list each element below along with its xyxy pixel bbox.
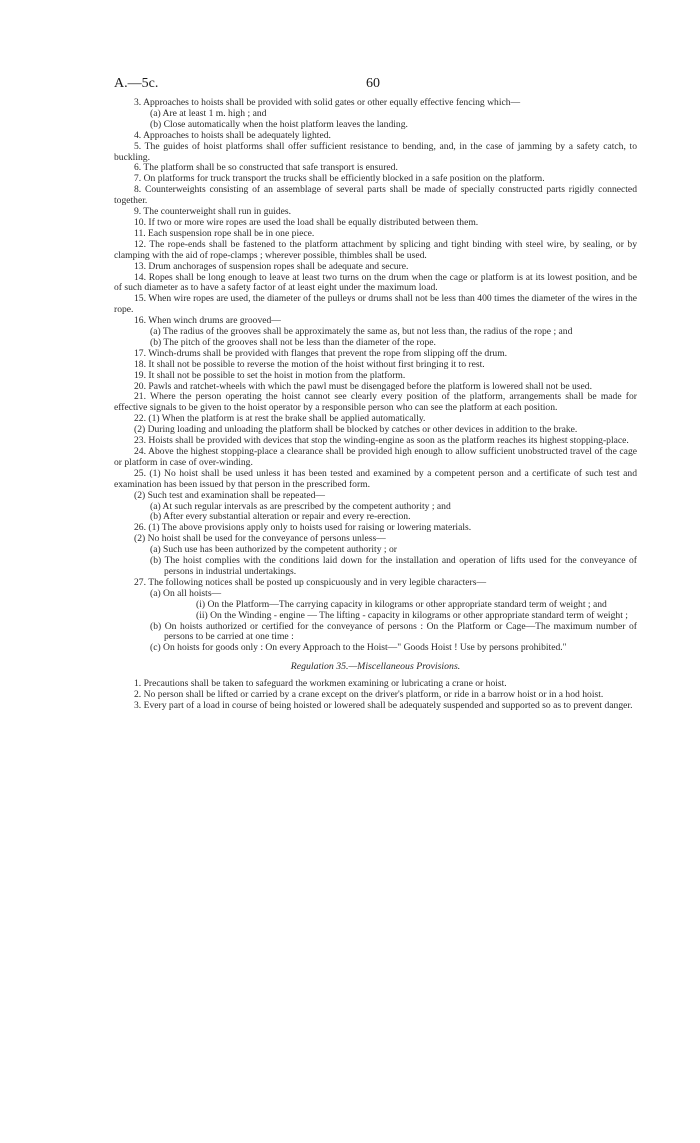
subparagraph: (a) Are at least 1 m. high ; and	[150, 107, 267, 119]
paragraph: 13. Drum anchorages of suspension ropes shall be adequate and secure.	[134, 260, 409, 272]
subparagraph: (b) After every substantial alteration or repair and every re-erection.	[150, 511, 411, 523]
paragraph: 16. When winch drums are grooved—	[134, 315, 281, 327]
subparagraph: (a) Such use has been authorized by the competent authority ; or	[150, 544, 397, 556]
page-header	[114, 76, 637, 98]
subparagraph: (b) On hoists authorized or certified for the conveyance of persons : On the Platform or Cage—The maximum number of persons to be carried at one time :	[150, 620, 637, 643]
paragraph: 25. (1) No hoist shall be used unless it has been tested and examined by a competent person and a certificate of such test and examination has been issued by that person in the prescribed form.	[114, 467, 637, 490]
subparagraph: (a) The radius of the grooves shall be approximately the same as, but not less than, the radius of the rope ; and	[150, 326, 573, 338]
paragraph: 6. The platform shall be so constructed that safe transport is ensured.	[134, 162, 398, 174]
paragraph: (2) Such test and examination shall be repeated—	[134, 489, 326, 501]
subparagraph: (b) The pitch of the grooves shall not be less than the diameter of the rope.	[150, 336, 436, 348]
paragraph: 14. Ropes shall be long enough to leave at least two turns on the drum when the cage or platform is at its lowest position, and be of such diameter as to have a safety factor of at least eight under the maximum load.	[114, 271, 637, 294]
page-number: 60	[366, 76, 380, 91]
paragraph: (2) During loading and unloading the platform shall be blocked by catches or other devices in addition to the brake.	[134, 424, 578, 436]
paragraph: 8. Counterweights consisting of an assemblage of several parts shall be made of specially constructed parts rigidly connected together.	[114, 184, 637, 207]
paragraph: 12. The rope-ends shall be fastened to the platform attachment by splicing and tight binding with steel wire, by sealing, or by clamping with the aid of rope-clamps ; wherever possible, thimbles shall be used.	[114, 238, 637, 261]
paragraph: 19. It shall not be possible to set the hoist in motion from the platform.	[134, 369, 406, 381]
document-reference: A.—5c.	[114, 76, 159, 91]
document-page	[114, 76, 637, 712]
paragraph: 9. The counterweight shall run in guides.	[134, 206, 292, 218]
paragraph: (2) No hoist shall be used for the conveyance of persons unless—	[134, 533, 386, 545]
subparagraph: (b) The hoist complies with the conditions laid down for the installation and operation of lifts used for the conveyance of persons in industrial undertakings.	[150, 555, 637, 577]
subparagraph: (c) On hoists for goods only : On every Approach to the Hoist—" Goods Hoist ! Use by persons prohibited."	[150, 642, 567, 654]
paragraph: 1. Precautions shall be taken to safeguard the workmen examining or lubricating a crane or hoist.	[134, 678, 507, 690]
sub-subparagraph: (i) On the Platform—The carrying capacity in kilograms or other appropriate standard term of weight ; and	[196, 598, 607, 610]
paragraph: 26. (1) The above provisions apply only to hoists used for raising or lowering materials.	[134, 522, 472, 534]
paragraph: 24. Above the highest stopping-place a clearance shall be provided high enough to allow sufficient unobstructed travel of the cage or platform in case of over-winding.	[114, 446, 637, 468]
section-heading: Regulation 35.—Miscellaneous Provisions.	[290, 661, 461, 673]
sub-subparagraph: (ii) On the Winding - engine — The lifting - capacity in kilograms or other appropriate standard term of weight ;	[196, 609, 628, 621]
paragraph: 17. Winch-drums shall be provided with flanges that prevent the rope from slipping off the drum.	[134, 347, 508, 359]
paragraph: 2. No person shall be lifted or carried by a crane except on the driver's platform, or ride in a barrow hoist or in a hod hoist.	[134, 689, 604, 701]
paragraph: 4. Approaches to hoists shall be adequately lighted.	[134, 129, 331, 141]
paragraph: 15. When wire ropes are used, the diameter of the pulleys or drums shall not be less than 400 times the diameter of the wires in the rope.	[114, 293, 637, 316]
subparagraph: (a) On all hoists—	[150, 587, 222, 599]
paragraph: 23. Hoists shall be provided with devices that stop the winding-engine as soon as the platform reaches its highest stopping-place.	[134, 435, 629, 447]
document-body	[114, 98, 637, 712]
subparagraph: (a) At such regular intervals as are prescribed by the competent authority ; and	[150, 500, 451, 512]
paragraph: 21. Where the person operating the hoist cannot see clearly every position of the platform, arrangements shall be made for effective signals to be given to the hoist operator by a responsible person who can see the platform at each position.	[114, 391, 637, 414]
paragraph: 20. Pawls and ratchet-wheels with which the pawl must be disengaged before the platform is lowered shall not be used.	[134, 380, 592, 392]
paragraph: 3. Every part of a load in course of being hoisted or lowered shall be adequately suspended and supported so as to prevent danger.	[134, 699, 633, 711]
paragraph: 10. If two or more wire ropes are used the load shall be equally distributed between them.	[134, 216, 479, 228]
paragraph: 5. The guides of hoist platforms shall offer sufficient resistance to bending, and, in the case of jamming by a safety catch, to buckling.	[114, 140, 637, 163]
paragraph: 11. Each suspension rope shall be in one piece.	[134, 227, 315, 239]
paragraph: 22. (1) When the platform is at rest the brake shall be applied automatically.	[134, 413, 426, 425]
subparagraph: (b) Close automatically when the hoist platform leaves the landing.	[150, 118, 408, 130]
paragraph: 18. It shall not be possible to reverse the motion of the hoist without first bringing it to rest.	[134, 358, 485, 370]
paragraph: 3. Approaches to hoists shall be provided with solid gates or other equally effective fencing which—	[134, 97, 521, 108]
paragraph: 7. On platforms for truck transport the trucks shall be efficiently blocked in a safe position on the platform.	[134, 173, 545, 185]
paragraph: 27. The following notices shall be posted up conspicuously and in very legible characters—	[134, 576, 487, 588]
